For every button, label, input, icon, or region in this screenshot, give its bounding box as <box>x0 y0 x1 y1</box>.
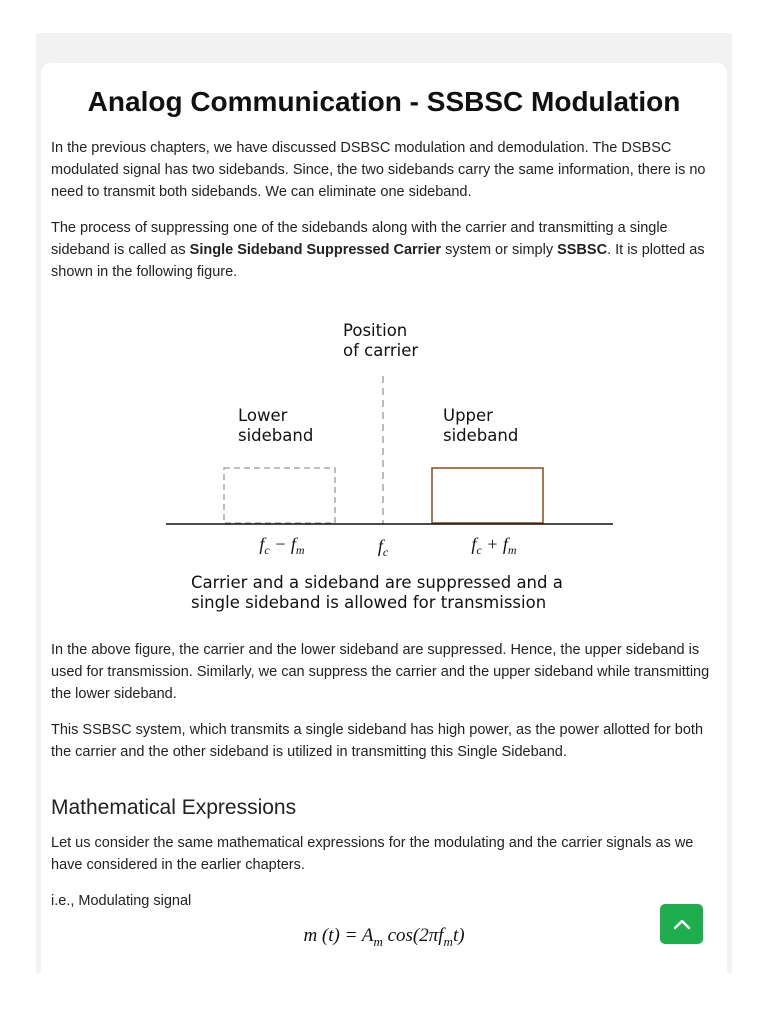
upper-sideband-box <box>432 468 543 523</box>
expressions-paragraph: Let us consider the same mathematical expressions for the modulating and the carrier signals as we have considered in the earlier chapters. <box>51 835 694 873</box>
figure-explanation-paragraph: In the above figure, the carrier and the lower sideband are suppressed. Hence, the upper sideband is used for transmission. Similarly, we can suppress the carrier and the upper sideband while transmitting the lower sideband. <box>51 642 710 702</box>
article-content <box>51 82 717 950</box>
tick-label-lower: $f_c - f_m$ <box>259 534 305 557</box>
chevron-up-icon <box>673 918 691 930</box>
figure-caption-line2: single sideband is allowed for transmission <box>191 593 547 612</box>
modulating-signal-label: i.e., Modulating signal <box>51 893 192 909</box>
carrier-label-line2: of carrier <box>343 341 419 360</box>
lower-sideband-label-line2: sideband <box>238 426 314 445</box>
lower-sideband-label-line1: Lower <box>238 406 288 425</box>
ssbsc-abbrev: SSBSC <box>557 242 608 258</box>
page-title: Analog Communication - SSBSC Modulation <box>87 86 681 117</box>
upper-sideband-label-line1: Upper <box>443 406 493 425</box>
scroll-to-top-button[interactable] <box>660 904 703 944</box>
section-heading: Mathematical Expressions <box>51 796 297 819</box>
tick-label-upper: $f_c + f_m$ <box>471 534 517 557</box>
tick-label-carrier: $f_c$ <box>377 536 389 559</box>
power-paragraph: This SSBSC system, which transmits a single sideband has high power, as the power allotted for both the carrier and the other sideband is utilized in transmitting this Single Sideband. <box>51 722 704 760</box>
ssbsc-term: Single Sideband Suppressed Carrier <box>189 242 442 258</box>
upper-sideband-label-line2: sideband <box>443 426 519 445</box>
carrier-label-line1: Position <box>343 321 408 340</box>
intro-paragraph: In the previous chapters, we have discussed DSBSC modulation and demodulation. The DSBSC modulated signal has two sidebands. Since, the two sidebands carry the same information, there is no need to transmit both sidebands. We can eliminate one sideband. <box>51 140 706 200</box>
lower-sideband-box <box>224 468 335 523</box>
definition-paragraph: The process of suppressing one of the sidebands along with the carrier and transmitting a single sideband is called as Single Sideband Suppressed Carrier system or simply SSBSC. It is plotted as shown in the following figure. <box>51 220 705 280</box>
modulating-signal-equation: m $(t) = A_m$ $\cos(2\pi f_mt)$ <box>303 925 465 949</box>
figure-caption-line1: Carrier and a sideband are suppressed and a <box>191 573 563 592</box>
ssbsc-figure <box>51 292 717 628</box>
